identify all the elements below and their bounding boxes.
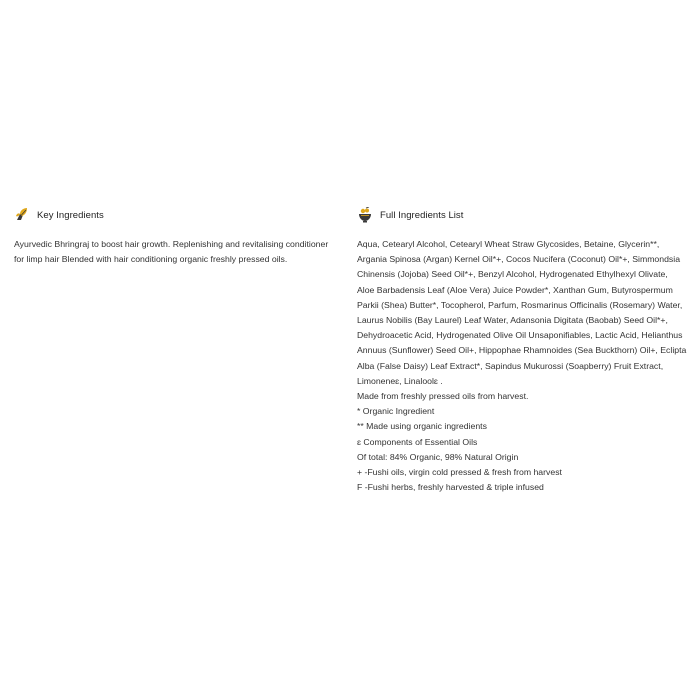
full-ingredients-title: Full Ingredients List <box>380 209 464 221</box>
mortar-bowl-icon <box>357 207 373 223</box>
key-ingredients-section <box>14 205 336 267</box>
note-line: ** Made using organic ingredients <box>357 421 487 432</box>
note-line: Of total: 84% Organic, 98% Natural Origin <box>357 451 519 462</box>
note-line: F -Fushi herbs, freshly harvested & triple infused <box>357 482 544 493</box>
leaf-bottle-icon <box>14 207 30 223</box>
full-ingredients-section <box>357 205 687 495</box>
full-ingredients-list <box>357 237 687 495</box>
note-line: * Organic Ingredient <box>357 406 435 417</box>
full-ingredients-header <box>357 205 687 225</box>
note-line: + -Fushi oils, virgin cold pressed & fresh from harvest <box>357 467 562 478</box>
key-ingredients-title: Key Ingredients <box>37 209 104 221</box>
key-ingredients-header <box>14 205 336 225</box>
ingredients-text: Aqua, Cetearyl Alcohol, Cetearyl Wheat Straw Glycosides, Betaine, Glycerin**, Argania Spinosa (Argan) Kernel Oil*+, Cocos Nucifera (Coconut) Oil*+, Simmondsia Chinensis (Jojoba) Seed Oil*+, Benzyl Alcohol, Hydrogenated Ethylhexyl Olivate, Aloe Barbadensis Leaf (Aloe Vera) Juice Powder*, Xanthan Gum, Butyrospermum Parkii (Shea) Butter*, Tocopherol, Parfum, Rosmarinus Officinalis (Rosemary) Water, Laurus Nobilis (Bay Laurel) Leaf Water, Adansonia Digitata (Baobab) Seed Oil*+, Dehydroacetic Acid, Hydrogenated Olive Oil Unsaponifiables, Lactic Acid, Helianthus Annuus (Sunflower) Seed Oil+, Hippophae Rhamnoides (Sea Buckthorn) Oil+, Eclipta Alba (False Daisy) Leaf Extract*, Sapindus Mukurossi (Soapberry) Fruit Extract, Limoneneɛ, Linaloolɛ . <box>357 239 687 386</box>
key-ingredients-description: Ayurvedic Bhringraj to boost hair growth. Replenishing and revitalising conditioner for limp hair Blended with hair conditioning organic freshly pressed oils. <box>14 239 329 265</box>
note-line: ɛ Components of Essential Oils <box>357 436 478 447</box>
note-line: Made from freshly pressed oils from harvest. <box>357 391 529 402</box>
